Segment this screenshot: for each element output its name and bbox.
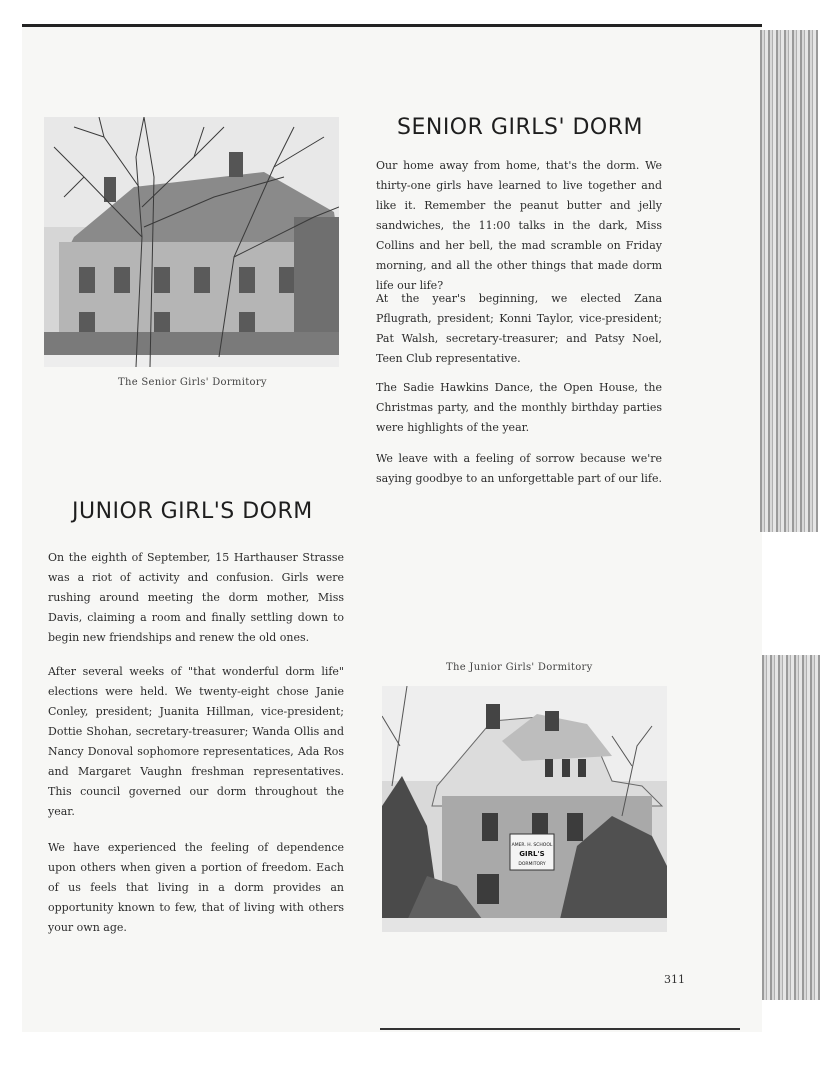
- junior-paragraph-2: After several weeks of "that wonderful dorm life" elections were held. We twenty-eight chose Janie Conley, president; Juanita Hillman, vice-president; Dottie Shohan, secretary-treasurer; Wanda Ollis and Nancy Donoval sophomore representatices, Ada Ros and Margaret Vaughn freshman representatives. This council governed our dorm throughout the year.: [48, 665, 344, 818]
- junior-paragraph-3: We have experienced the feeling of dependence upon others when given a portion of freedom. Each of us feels that living in a dorm provides an opportunity known to few, that of living with others your own age.: [48, 841, 344, 934]
- sign-line-2: GIRL'S: [519, 850, 545, 858]
- junior-photo-caption: The Junior Girls' Dormitory: [446, 662, 593, 673]
- senior-paragraph-4: We leave with a feeling of sorrow because we're saying goodbye to an unforgettable part of our life.: [376, 452, 663, 485]
- book-page-edges-top: [760, 30, 818, 532]
- junior-dorm-heading: JUNIOR GIRL'S DORM: [72, 499, 313, 524]
- bottom-rule: [380, 1028, 740, 1030]
- junior-dorm-photo: [382, 686, 667, 932]
- sign-line-1: AMER. H. SCHOOL: [511, 843, 553, 848]
- junior-paragraph-1: On the eighth of September, 15 Harthauser Strasse was a riot of activity and confusion. Girls were rushing around meeting the dorm mother, Miss Davis, claiming a room and finally settling down to begin new friendships and renew the old ones.: [48, 551, 344, 644]
- top-rule: [22, 24, 762, 27]
- senior-paragraph-2: At the year's beginning, we elected Zana Pflugrath, president; Konni Taylor, vice-president; Pat Walsh, secretary-treasurer; and Patsy Noel, Teen Club representative.: [376, 292, 662, 365]
- page-number: 311: [664, 973, 685, 986]
- book-page-edges-bottom: [762, 655, 820, 1000]
- sign-line-3: DORMITORY: [518, 862, 546, 867]
- senior-paragraph-1: Our home away from home, that's the dorm. We thirty-one girls have learned to live together and like it. Remember the peanut butter and jelly sandwiches, the 11:00 talks in the dark, Miss Collins and her bell, the mad scramble on Friday morning, and all the other things that made dorm life our life?: [376, 159, 662, 292]
- senior-dorm-heading: SENIOR GIRLS' DORM: [397, 115, 644, 140]
- senior-dorm-photo: [44, 117, 339, 367]
- senior-paragraph-3: The Sadie Hawkins Dance, the Open House, the Christmas party, and the monthly birthday parties were highlights of the year.: [376, 381, 662, 434]
- senior-photo-caption: The Senior Girls' Dormitory: [118, 377, 267, 388]
